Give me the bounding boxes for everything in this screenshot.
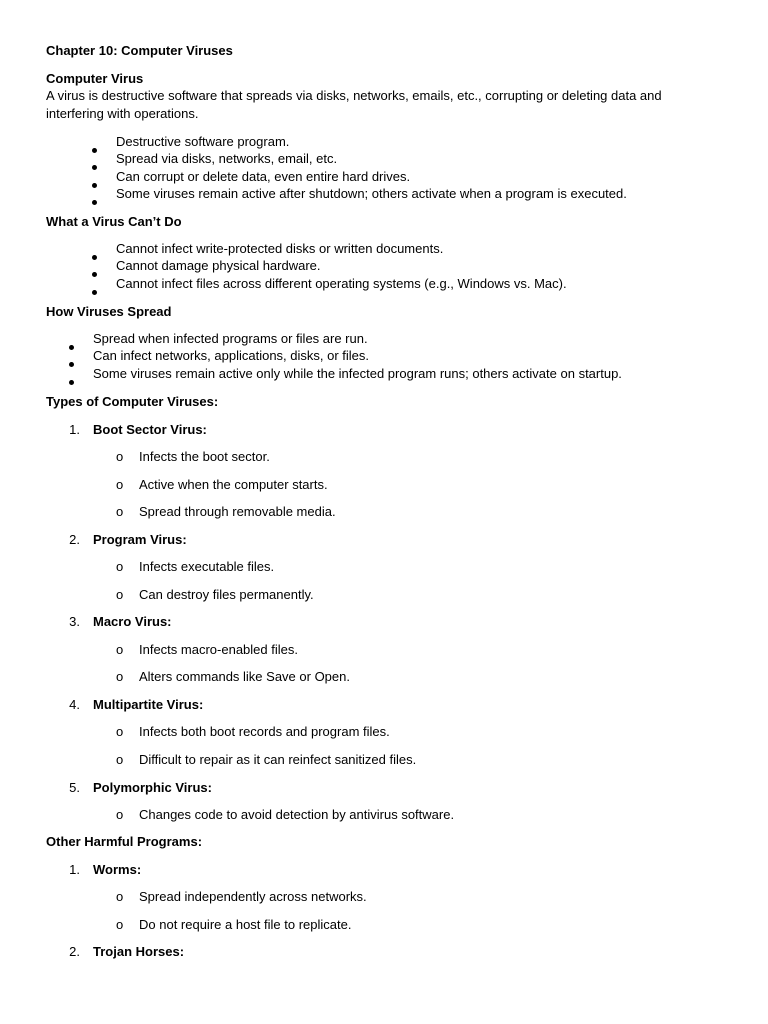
circle-bullet-icon: o [116, 642, 124, 657]
list-item: Some viruses remain active after shutdown; others activate when a program is executed. [116, 186, 627, 201]
list-item: Cannot infect write-protected disks or written documents. [116, 241, 444, 256]
bullet-icon [92, 264, 97, 282]
list-item: Destructive software program. [116, 134, 290, 149]
section-heading-cant-do: What a Virus Can’t Do [46, 214, 182, 229]
bullet-icon [92, 140, 97, 158]
bullet-icon [69, 337, 74, 355]
paragraph-line: interfering with operations. [46, 106, 199, 121]
sub-list-item: Infects executable files. [139, 559, 275, 574]
circle-bullet-icon: o [116, 559, 124, 574]
section-heading-spread: How Viruses Spread [46, 304, 172, 319]
sub-list-item: Alters commands like Save or Open. [139, 669, 350, 684]
list-number: 3. [69, 614, 80, 629]
circle-bullet-icon: o [116, 587, 124, 602]
bullet-icon [92, 157, 97, 175]
list-item-title: Boot Sector Virus: [93, 422, 207, 437]
list-item-title: Worms: [93, 862, 142, 877]
sub-list-item: Can destroy files permanently. [139, 587, 314, 602]
section-heading-computer-virus: Computer Virus [46, 71, 144, 86]
circle-bullet-icon: o [116, 917, 124, 932]
list-number: 1. [69, 422, 80, 437]
list-item: Cannot infect files across different operating systems (e.g., Windows vs. Mac). [116, 276, 567, 291]
sub-list-item: Difficult to repair as it can reinfect sanitized files. [139, 752, 417, 767]
section-heading-types: Types of Computer Viruses: [46, 394, 219, 409]
circle-bullet-icon: o [116, 752, 124, 767]
bullet-icon [92, 175, 97, 193]
sub-list-item: Spread through removable media. [139, 504, 336, 519]
list-number: 1. [69, 862, 80, 877]
list-item-title: Multipartite Virus: [93, 697, 204, 712]
list-item: Spread via disks, networks, email, etc. [116, 151, 338, 166]
sub-list-item: Infects the boot sector. [139, 449, 270, 464]
sub-list-item: Infects both boot records and program files. [139, 724, 390, 739]
list-number: 5. [69, 780, 80, 795]
circle-bullet-icon: o [116, 889, 124, 904]
list-number: 2. [69, 532, 80, 547]
sub-list-item: Active when the computer starts. [139, 477, 328, 492]
paragraph-line: A virus is destructive software that spreads via disks, networks, emails, etc., corrupting or deleting data and [46, 88, 662, 103]
circle-bullet-icon: o [116, 669, 124, 684]
bullet-icon [69, 372, 74, 390]
list-item-title: Macro Virus: [93, 614, 172, 629]
list-number: 4. [69, 697, 80, 712]
sub-list-item: Infects macro-enabled files. [139, 642, 298, 657]
list-item: Some viruses remain active only while the infected program runs; others activate on startup. [93, 366, 622, 381]
sub-list-item: Changes code to avoid detection by antivirus software. [139, 807, 455, 822]
circle-bullet-icon: o [116, 807, 124, 822]
section-heading-other: Other Harmful Programs: [46, 834, 203, 849]
bullet-icon [92, 192, 97, 210]
bullet-icon [92, 282, 97, 300]
list-item: Cannot damage physical hardware. [116, 258, 321, 273]
list-item-title: Polymorphic Virus: [93, 780, 212, 795]
circle-bullet-icon: o [116, 477, 124, 492]
sub-list-item: Do not require a host file to replicate. [139, 917, 352, 932]
page-title: Chapter 10: Computer Viruses [46, 43, 233, 58]
sub-list-item: Spread independently across networks. [139, 889, 367, 904]
circle-bullet-icon: o [116, 449, 124, 464]
bullet-icon [69, 354, 74, 372]
list-item-title: Trojan Horses: [93, 944, 185, 959]
list-item: Can corrupt or delete data, even entire hard drives. [116, 169, 411, 184]
bullet-icon [92, 247, 97, 265]
circle-bullet-icon: o [116, 724, 124, 739]
list-item-title: Program Virus: [93, 532, 187, 547]
list-number: 2. [69, 944, 80, 959]
circle-bullet-icon: o [116, 504, 124, 519]
list-item: Spread when infected programs or files are run. [93, 331, 368, 346]
list-item: Can infect networks, applications, disks, or files. [93, 348, 370, 363]
